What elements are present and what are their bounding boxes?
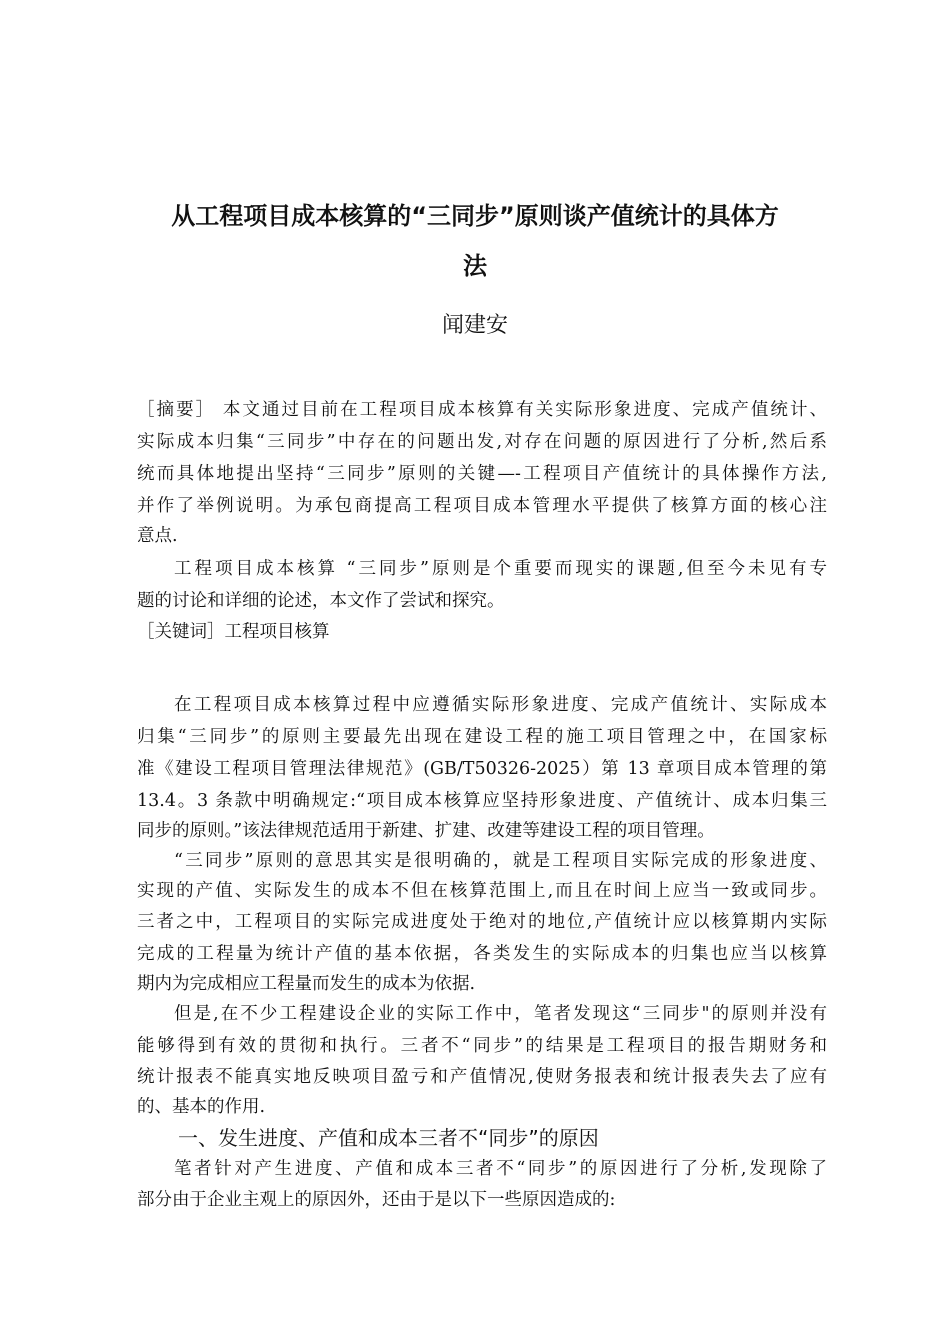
body-p2-line-4: 完成的工程量为统计产值的基本依据，各类发生的实际成本的归集也应当以核算: [137, 944, 827, 964]
abstract-line-4: 并作了举例说明。为承包商提高工程项目成本管理水平提供了核算方面的核心注: [137, 496, 827, 516]
keywords-label: ［关键词］: [137, 622, 225, 642]
intro-line-2: 题的讨论和详细的论述，本文作了尝试和探究。: [137, 591, 505, 611]
abstract-line-3: 统而具体地提出坚持“三同步”原则的关键—-工程项目产值统计的具体操作方法,: [137, 464, 827, 484]
body-p2-line-2: 实现的产值、实际发生的成本不但在核算范围上,而且在时间上应当一致或同步。: [137, 881, 827, 901]
body-p2-line-1: “三同步”原则的意思其实是很明确的，就是工程项目实际完成的形象进度、: [174, 851, 827, 871]
body-p3-line-4: 的、基本的作用.: [137, 1097, 266, 1117]
body-p1-line-1: 在工程项目成本核算过程中应遵循实际形象进度、完成产值统计、实际成本: [174, 695, 827, 715]
body-p2-line-3: 三者之中，工程项目的实际完成进度处于绝对的地位,产值统计应以核算期内实际: [137, 912, 827, 932]
body-p3-line-3: 统计报表不能真实地反映项目盈亏和产值情况,使财务报表和统计报表失去了应有: [137, 1067, 827, 1087]
document-title-line-2: 法: [463, 252, 487, 280]
abstract-line-1: [137, 398, 827, 422]
body-p4-line-2: 部分由于企业主观上的原因外，还由于是以下一些原因造成的:: [137, 1190, 616, 1210]
abstract-label: ［摘要］: [137, 400, 216, 420]
keywords-line: [137, 620, 827, 644]
abstract-line-2: 实际成本归集“三同步”中存在的问题出发,对存在问题的原因进行了分析,然后系: [137, 432, 827, 452]
body-p4-line-1: 笔者针对产生进度、产值和成本三者不“同步”的原因进行了分析,发现除了: [174, 1159, 827, 1179]
document-title-line-1: 从工程项目成本核算的“三同步”原则谈产值统计的具体方: [171, 202, 779, 230]
intro-line-1: 工程项目成本核算 “三同步”原则是个重要而现实的课题,但至今未见有专: [174, 559, 827, 579]
body-p3-line-1: 但是,在不少工程建设企业的实际工作中，笔者发现这“三同步"的原则并没有: [174, 1004, 827, 1024]
abstract-line-5: 意点.: [137, 526, 178, 546]
body-p1-line-4: 13.4。3 条款中明确规定:“项目成本核算应坚持形象进度、产值统计、成本归集三: [137, 791, 827, 811]
author-name: 闻建安: [441, 313, 508, 338]
body-p3-line-2: 能够得到有效的贯彻和执行。三者不“同步”的结果是工程项目的报告期财务和: [137, 1036, 827, 1056]
body-p1-line-3: 准《建设工程项目管理法律规范》(GB/T50326-2025）第 13 章项目成本管理的第: [137, 759, 827, 779]
body-p2-line-5: 期内为完成相应工程量而发生的成本为依据.: [137, 974, 476, 994]
body-p1-line-2: 归集“三同步”的原则主要最先出现在建设工程的施工项目管理之中，在国家标: [137, 727, 827, 747]
keywords-value: 工程项目核算: [224, 622, 330, 642]
section-heading: 一、发生进度、产值和成本三者不“同步”的原因: [178, 1126, 599, 1150]
body-p1-line-5: 同步的原则。”该法律规范适用于新建、扩建、改建等建设工程的项目管理。: [137, 821, 715, 841]
abstract-text: 本文通过目前在工程项目成本核算有关实际形象进度、完成产值统计、: [222, 400, 828, 420]
